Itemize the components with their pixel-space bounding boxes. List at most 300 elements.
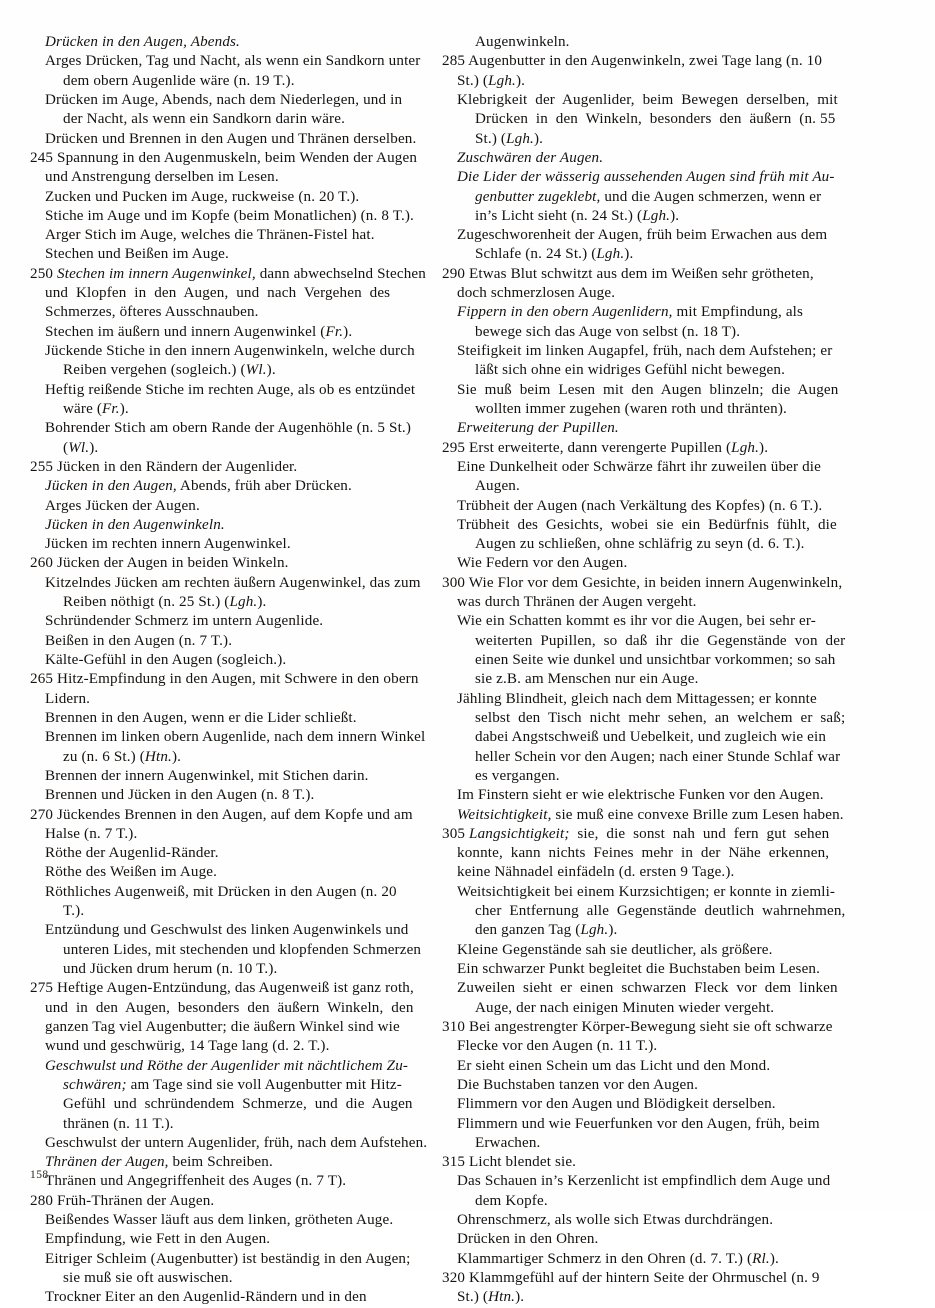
text-line bbox=[442, 516, 837, 535]
text-run: Röthliches Augenweiß, mit Drücken in den Augen (n. 20 bbox=[45, 883, 397, 900]
text-run: und Klopfen in den Augen, und nach Vergehen des bbox=[45, 285, 391, 302]
text-line bbox=[30, 245, 420, 264]
text-line bbox=[30, 33, 420, 52]
text-line bbox=[442, 632, 846, 651]
text-line bbox=[442, 786, 832, 805]
italic-text-run: Htn. bbox=[488, 1289, 516, 1306]
italic-text-run: Jücken in den Augenwinkeln. bbox=[45, 516, 225, 533]
italic-text-run: Fippern in den obern Augenlidern, bbox=[457, 304, 673, 321]
text-run: Das Schauen in’s Kerzenlicht ist empfindlich dem Auge und bbox=[457, 1173, 831, 1190]
text-line bbox=[442, 52, 832, 71]
text-run: keine Nähnadel einfädeln (d. ersten 9 Tage.). bbox=[457, 864, 735, 881]
text-run: Kleine Gegenstände sah sie deutlicher, als größere. bbox=[457, 941, 773, 958]
text-run: Empfindung, wie Fett in den Augen. bbox=[45, 1231, 271, 1248]
text-line bbox=[442, 1172, 832, 1191]
text-line bbox=[442, 497, 832, 516]
text-run: 300 Wie Flor vor dem Gesichte, in beiden innern Augenwinkeln, bbox=[442, 574, 843, 591]
text-run: ). bbox=[171, 748, 182, 765]
text-run: 310 Bei angestrengter Körper-Bewegung sieht sie oft schwarze bbox=[442, 1018, 833, 1035]
text-line bbox=[30, 188, 420, 207]
text-line bbox=[442, 419, 832, 438]
text-run: Steifigkeit im linken Augapfel, früh, nach dem Aufstehen; er bbox=[457, 343, 833, 359]
text-run: Geschwulst der untern Augenlider, früh, nach dem Aufstehen. bbox=[45, 1134, 428, 1151]
text-run: einen Seite wie dunkel und unsichtbar vorkommen; so sah bbox=[475, 652, 836, 668]
text-line bbox=[442, 1076, 832, 1095]
text-run: Wie ein Schatten kommt es ihr vor die Augen, bei sehr er- bbox=[457, 613, 816, 630]
italic-text-run: schwären; bbox=[63, 1076, 127, 1093]
text-line bbox=[30, 1095, 420, 1114]
text-run: Ein schwarzer Punkt begleitet die Buchstaben beim Lesen. bbox=[457, 961, 821, 977]
italic-text-run: Thränen der Augen, bbox=[45, 1154, 169, 1171]
text-run: Drücken und Brennen in den Augen und Thränen derselben. bbox=[45, 130, 417, 147]
text-run: Brennen der innern Augenwinkel, mit Stichen darin. bbox=[45, 767, 369, 784]
text-run: 305 bbox=[442, 825, 470, 842]
text-run: und in den Augen, besonders den äußern Winkeln, den bbox=[45, 999, 414, 1016]
text-run: Eitriger Schleim (Augenbutter) ist beständig in den Augen; bbox=[45, 1250, 411, 1267]
text-line bbox=[30, 999, 420, 1018]
text-line bbox=[442, 1192, 832, 1211]
text-line bbox=[30, 863, 420, 882]
text-run: dabei Angstschweiß und Uebelkeit, und zugleich wie ein bbox=[475, 729, 827, 746]
text-line bbox=[442, 709, 846, 728]
left-text-column bbox=[30, 33, 428, 1308]
text-run: ). bbox=[608, 922, 618, 939]
text-run: heller Schein vor den Augen; nach einer Stunde Schlaf war bbox=[475, 748, 841, 765]
text-line bbox=[30, 497, 420, 516]
text-run: ). bbox=[624, 246, 634, 263]
text-line bbox=[442, 902, 846, 921]
text-run: Im Finstern sieht er wie elektrische Funken vor den Augen. bbox=[457, 787, 824, 804]
text-run: Drücken im Auge, Abends, nach dem Niederlegen, und in bbox=[45, 91, 403, 108]
text-run: wäre ( bbox=[63, 400, 103, 417]
text-line bbox=[442, 400, 832, 419]
italic-text-run: Langsichtigkeit; bbox=[469, 825, 570, 842]
text-line bbox=[30, 921, 420, 940]
text-run: 255 Jücken in den Rändern der Augenlider. bbox=[30, 458, 298, 475]
text-run: 270 Jückendes Brennen in den Augen, auf dem Kopfe und am bbox=[30, 806, 413, 823]
text-line bbox=[442, 651, 836, 670]
text-line bbox=[30, 342, 420, 361]
italic-text-run: Die Lider der wässerig aussehenden Augen sind früh mit Au- bbox=[457, 169, 835, 186]
italic-text-run: Lgh. bbox=[488, 72, 516, 89]
text-run: Weitsichtigkeit bei einem Kurzsichtigen; er konnte in ziemli- bbox=[457, 883, 836, 900]
text-line bbox=[442, 690, 832, 709]
text-run: Klammartiger Schmerz in den Ohren (d. 7. T.) ( bbox=[457, 1250, 753, 1267]
text-run: ganzen Tag viel Augenbutter; die äußern Winkel sind wie bbox=[45, 1018, 400, 1035]
text-line bbox=[30, 419, 420, 438]
text-run: ). bbox=[119, 400, 129, 417]
text-line bbox=[442, 554, 832, 573]
text-run: läßt sich ohne ein widriges Gefühl nicht bewegen. bbox=[475, 362, 786, 379]
text-line bbox=[442, 844, 832, 863]
text-run: 250 bbox=[30, 265, 58, 282]
text-line bbox=[30, 265, 426, 284]
text-run: und Anstrengung derselben im Lesen. bbox=[45, 169, 279, 186]
page-number: 158 bbox=[30, 1169, 49, 1181]
text-run: Auge, der nach einigen Minuten wieder vergeht. bbox=[475, 999, 775, 1016]
text-line bbox=[442, 767, 832, 786]
text-line bbox=[30, 902, 420, 921]
text-run: Stechen und Beißen im Auge. bbox=[45, 246, 229, 263]
text-run: Arges Drücken, Tag und Nacht, als wenn ein Sandkorn unter bbox=[45, 53, 421, 70]
text-line bbox=[442, 748, 841, 767]
italic-text-run: Stechen im innern Augenwinkel, bbox=[57, 265, 256, 282]
text-line bbox=[30, 207, 420, 226]
text-line bbox=[442, 1153, 832, 1172]
text-line bbox=[442, 1037, 832, 1056]
text-line bbox=[442, 1134, 832, 1153]
text-line bbox=[30, 748, 420, 767]
text-run: Schmerzes, öfteres Ausschnauben. bbox=[45, 304, 259, 321]
text-line bbox=[30, 516, 420, 535]
italic-text-run: Wl. bbox=[245, 362, 267, 379]
text-run: ). bbox=[89, 439, 99, 456]
text-run: Schründender Schmerz im untern Augenlide. bbox=[45, 613, 324, 630]
text-line bbox=[442, 284, 832, 303]
text-line bbox=[30, 632, 420, 651]
italic-text-run: genbutter zugeklebt, bbox=[475, 188, 601, 205]
text-line bbox=[30, 1115, 420, 1134]
text-run: Entzündung und Geschwulst des linken Augenwinkels und bbox=[45, 922, 409, 939]
text-run: der Nacht, als wenn ein Sandkorn darin wäre. bbox=[63, 111, 346, 128]
text-run: bewege sich das Auge von selbst (n. 18 T). bbox=[475, 323, 741, 340]
text-line bbox=[442, 883, 836, 902]
text-run: ). bbox=[266, 362, 276, 379]
italic-text-run: Fr. bbox=[325, 323, 344, 340]
text-line bbox=[442, 245, 832, 264]
text-line bbox=[30, 226, 420, 245]
text-line bbox=[442, 91, 838, 110]
text-run: thränen (n. 11 T.). bbox=[63, 1115, 174, 1132]
text-run: am Tage sind sie voll Augenbutter mit Hitz- bbox=[126, 1076, 402, 1093]
text-run: Zucken und Pucken im Auge, ruckweise (n. 20 T.). bbox=[45, 188, 360, 205]
text-line bbox=[30, 110, 420, 129]
text-line bbox=[442, 1211, 832, 1230]
text-line bbox=[30, 1057, 420, 1076]
text-line bbox=[442, 381, 839, 400]
text-run: Trockner Eiter an den Augenlid-Rändern und in den bbox=[45, 1289, 367, 1306]
text-line bbox=[442, 149, 832, 168]
text-line bbox=[442, 226, 832, 245]
text-run: Die Buchstaben tanzen vor den Augen. bbox=[457, 1076, 698, 1093]
text-line bbox=[442, 323, 832, 342]
text-line bbox=[442, 72, 832, 91]
text-run: 315 Licht blendet sie. bbox=[442, 1154, 577, 1171]
text-run: Röthe der Augenlid-Ränder. bbox=[45, 845, 219, 862]
text-run: dem obern Augenlide wäre (n. 19 T.). bbox=[63, 72, 295, 89]
text-run: Brennen und Jücken in den Augen (n. 8 T.). bbox=[45, 787, 315, 804]
text-run: Flecke vor den Augen (n. 11 T.). bbox=[457, 1038, 658, 1055]
text-run: Heftig reißende Stiche im rechten Auge, als ob es entzündet bbox=[45, 381, 416, 398]
text-line bbox=[30, 1192, 420, 1211]
text-run: Zugeschworenheit der Augen, früh beim Erwachen aus dem bbox=[457, 227, 828, 244]
text-line bbox=[442, 458, 832, 477]
text-run: wollten immer zugehen (waren roth und thränten). bbox=[475, 400, 787, 417]
text-run: Erwachen. bbox=[475, 1134, 541, 1151]
text-run: Flimmern vor den Augen und Blödigkeit derselben. bbox=[457, 1096, 776, 1113]
text-run: Bohrender Stich am obern Rande der Augenhöhle (n. 5 St.) bbox=[45, 420, 412, 437]
text-line bbox=[442, 941, 832, 960]
text-run: 260 Jücken der Augen in beiden Winkeln. bbox=[30, 555, 289, 572]
text-run: beim Schreiben. bbox=[168, 1154, 273, 1171]
text-run: selbst den Tisch nicht mehr sehen, an welchem er saß; bbox=[475, 709, 846, 726]
text-run: Beißendes Wasser läuft aus dem linken, grötheten Auge. bbox=[45, 1212, 394, 1229]
text-line bbox=[442, 593, 832, 612]
text-run: Beißen in den Augen (n. 7 T.). bbox=[45, 632, 233, 649]
italic-text-run: Geschwulst und Röthe der Augenlider mit nächtlichem Zu- bbox=[45, 1057, 409, 1074]
text-line bbox=[442, 979, 838, 998]
italic-text-run: Weitsichtigkeit, bbox=[457, 806, 552, 823]
text-line bbox=[30, 400, 420, 419]
text-run: T.). bbox=[63, 903, 85, 920]
text-run: mit Empfindung, als bbox=[672, 304, 804, 321]
text-run: Sie muß beim Lesen mit den Augen blinzeln; die Augen bbox=[457, 381, 839, 398]
text-run: sie muß sie oft auswischen. bbox=[63, 1270, 233, 1286]
text-run: Arger Stich im Auge, welches die Thränen-Fistel hat. bbox=[45, 227, 375, 244]
text-line bbox=[442, 130, 832, 149]
text-run: doch schmerzlosen Auge. bbox=[457, 285, 616, 302]
text-line bbox=[30, 960, 420, 979]
text-run: sie muß eine convexe Brille zum Lesen haben. bbox=[551, 806, 844, 823]
text-run: Augenwinkeln. bbox=[475, 34, 570, 50]
text-line bbox=[30, 1250, 420, 1269]
text-run: 290 Etwas Blut schwitzt aus dem im Weißen sehr grötheten, bbox=[442, 265, 814, 282]
text-run: Trübheit des Gesichts, wobei sie ein Bedürfnis fühlt, die bbox=[457, 516, 837, 533]
text-line bbox=[30, 72, 420, 91]
text-line bbox=[442, 921, 832, 940]
text-run: Drücken in den Winkeln, besonders den äußern (n. 55 bbox=[475, 111, 836, 128]
text-line bbox=[442, 477, 832, 496]
text-run: Augen zu schließen, ohne schläfrig zu seyn (d. 6. T.). bbox=[475, 536, 805, 553]
text-line bbox=[442, 439, 832, 458]
text-line bbox=[30, 1211, 420, 1230]
text-line bbox=[30, 130, 420, 149]
text-line bbox=[30, 825, 420, 844]
text-run: Röthe des Weißen im Auge. bbox=[45, 864, 218, 881]
text-line bbox=[30, 709, 420, 728]
text-line bbox=[442, 670, 832, 689]
text-run: ). bbox=[257, 594, 267, 611]
text-run: Gefühl und schründendem Schmerze, und die Augen bbox=[63, 1096, 413, 1113]
text-run: St.) ( bbox=[457, 72, 489, 89]
text-run: Stechen im äußern und innern Augenwinkel ( bbox=[45, 323, 326, 340]
text-run: Halse (n. 7 T.). bbox=[45, 825, 138, 842]
text-run: den ganzen Tag ( bbox=[475, 922, 581, 939]
text-run: Er sieht einen Schein um das Licht und den Mond. bbox=[457, 1057, 771, 1074]
text-line bbox=[442, 1057, 832, 1076]
text-run: Arges Jücken der Augen. bbox=[45, 497, 200, 514]
text-run: Zuweilen sieht er einen schwarzen Fleck vor dem linken bbox=[457, 980, 838, 997]
text-run: sie z.B. am Menschen nur ein Auge. bbox=[475, 671, 699, 688]
text-run: Thränen und Angegriffenheit des Auges (n. 7 T). bbox=[45, 1173, 347, 1190]
text-run: Jücken im rechten innern Augenwinkel. bbox=[45, 536, 291, 553]
text-line bbox=[30, 1076, 420, 1095]
text-line bbox=[30, 786, 420, 805]
text-run: Drücken in den Ohren. bbox=[457, 1231, 599, 1248]
text-line bbox=[442, 960, 832, 979]
text-line bbox=[442, 612, 832, 631]
text-run: Brennen in den Augen, wenn er die Lider schließt. bbox=[45, 709, 357, 726]
text-line bbox=[30, 883, 420, 902]
text-line bbox=[442, 188, 832, 207]
right-text-column bbox=[442, 33, 846, 1308]
text-line bbox=[30, 91, 420, 110]
text-line bbox=[30, 303, 420, 322]
italic-text-run: Zuschwären der Augen. bbox=[457, 149, 604, 166]
text-run: Augen. bbox=[475, 478, 520, 495]
text-line bbox=[30, 670, 420, 689]
text-run: Kitzelndes Jücken am rechten äußern Augenwinkel, das zum bbox=[45, 574, 421, 591]
italic-text-run: Wl. bbox=[68, 439, 90, 456]
text-run: 280 Früh-Thränen der Augen. bbox=[30, 1192, 215, 1209]
text-line bbox=[442, 110, 836, 129]
text-line bbox=[30, 439, 420, 458]
text-run: Reiben vergehen (sogleich.) ( bbox=[63, 362, 246, 379]
italic-text-run: Drücken in den Augen, Abends. bbox=[45, 34, 240, 50]
text-run: es vergangen. bbox=[475, 767, 560, 784]
text-line bbox=[442, 574, 843, 593]
text-run: cher Entfernung alle Gegenstände deutlich wahrnehmen, bbox=[475, 903, 846, 920]
text-run: Brennen im linken obern Augenlide, nach dem innern Winkel bbox=[45, 729, 426, 746]
text-line bbox=[30, 1269, 420, 1288]
text-run: Jückende Stiche in den innern Augenwinkeln, welche durch bbox=[45, 343, 415, 359]
text-line bbox=[30, 806, 420, 825]
italic-text-run: Fr. bbox=[102, 400, 120, 417]
text-line bbox=[30, 651, 420, 670]
text-line bbox=[30, 1153, 420, 1172]
text-run: St.) ( bbox=[457, 1289, 489, 1306]
text-run: Ohrenschmerz, als wolle sich Etwas durchdrängen. bbox=[457, 1212, 774, 1229]
text-line bbox=[30, 1230, 420, 1249]
text-run: ). bbox=[515, 72, 526, 89]
text-run: Klebrigkeit der Augenlider, beim Bewegen derselben, mit bbox=[457, 91, 838, 108]
text-run: Reiben nöthigt (n. 25 St.) ( bbox=[63, 594, 230, 611]
text-run: St.) ( bbox=[475, 130, 507, 147]
text-run: ). bbox=[515, 1289, 525, 1306]
text-run: Wie Federn vor den Augen. bbox=[457, 555, 628, 572]
text-line bbox=[30, 690, 420, 709]
text-run: Lidern. bbox=[45, 690, 91, 707]
italic-text-run: Lgh. bbox=[229, 594, 258, 611]
text-line bbox=[30, 593, 420, 612]
text-line bbox=[30, 323, 420, 342]
text-line bbox=[30, 381, 420, 400]
text-run: Stiche im Auge und im Kopfe (beim Monatlichen) (n. 8 T.). bbox=[45, 207, 414, 224]
text-line bbox=[30, 361, 420, 380]
text-run: unteren Lides, mit stechenden und klopfenden Schmerzen bbox=[63, 941, 422, 958]
text-run: in’s Licht sieht (n. 24 St.) ( bbox=[475, 207, 643, 224]
text-run: 275 Heftige Augen-Entzündung, das Augenweiß ist ganz roth, bbox=[30, 980, 414, 997]
text-run: ). bbox=[759, 439, 769, 456]
text-line bbox=[30, 728, 426, 747]
text-line bbox=[442, 361, 832, 380]
text-line bbox=[442, 1288, 832, 1307]
text-run: was durch Thränen der Augen vergeht. bbox=[457, 594, 697, 611]
italic-text-run: Lgh. bbox=[596, 246, 625, 263]
text-line bbox=[30, 1172, 420, 1191]
text-line bbox=[442, 535, 832, 554]
two-column-text-body bbox=[0, 33, 935, 1308]
text-line bbox=[442, 1018, 832, 1037]
text-line bbox=[442, 999, 832, 1018]
text-run: Jähling Blindheit, gleich nach dem Mittagessen; er konnte bbox=[457, 690, 817, 707]
text-run: dann abwechselnd Stechen bbox=[255, 265, 426, 282]
text-line bbox=[442, 1250, 832, 1269]
text-line bbox=[442, 825, 832, 844]
text-run: 245 Spannung in den Augenmuskeln, beim Wenden der Augen bbox=[30, 149, 418, 166]
text-line bbox=[442, 303, 832, 322]
text-run: 320 Klammgefühl auf der hintern Seite der Ohrmuschel (n. 9 bbox=[442, 1270, 820, 1286]
text-line bbox=[442, 806, 844, 825]
text-run: Schlafe (n. 24 St.) ( bbox=[475, 246, 597, 263]
text-run: ( bbox=[63, 439, 69, 456]
text-line bbox=[442, 265, 832, 284]
text-line bbox=[442, 207, 832, 226]
text-run: konnte, kann nichts Feines mehr in der Nähe erkennen, bbox=[457, 845, 830, 862]
text-line bbox=[30, 477, 420, 496]
text-line bbox=[442, 1230, 832, 1249]
text-run: ). bbox=[343, 323, 353, 340]
text-run: sie, die sonst nah und fern gut sehen bbox=[569, 825, 830, 842]
text-run: zu (n. 6 St.) ( bbox=[63, 748, 145, 765]
text-run: Abends, früh aber Drücken. bbox=[176, 478, 352, 495]
text-run: 265 Hitz-Empfindung in den Augen, mit Schwere in den obern bbox=[30, 671, 419, 688]
text-line bbox=[30, 979, 420, 998]
text-line bbox=[442, 1269, 832, 1288]
text-line bbox=[30, 1134, 428, 1153]
text-line bbox=[30, 458, 420, 477]
text-line bbox=[30, 168, 420, 187]
text-line bbox=[30, 535, 420, 554]
text-line bbox=[30, 612, 420, 631]
text-line bbox=[30, 941, 420, 960]
italic-text-run: Rl. bbox=[752, 1250, 770, 1267]
text-line bbox=[442, 1115, 832, 1134]
text-run: Kälte-Gefühl in den Augen (sogleich.). bbox=[45, 652, 287, 668]
text-line bbox=[442, 33, 832, 52]
italic-text-run: Htn. bbox=[144, 748, 172, 765]
italic-text-run: Erweiterung der Pupillen. bbox=[457, 420, 619, 437]
text-run: dem Kopfe. bbox=[475, 1192, 548, 1209]
text-run: ). bbox=[533, 130, 544, 147]
text-line bbox=[30, 767, 420, 786]
italic-text-run: Lgh. bbox=[642, 207, 671, 224]
text-line bbox=[442, 168, 835, 187]
text-line bbox=[30, 1288, 420, 1307]
text-run: weiterten Pupillen, so daß ihr die Gegenstände von der bbox=[475, 632, 846, 649]
italic-text-run: Lgh. bbox=[506, 130, 534, 147]
text-run: Eine Dunkelheit oder Schwärze fährt ihr zuweilen über die bbox=[457, 458, 822, 475]
text-line bbox=[30, 52, 420, 71]
text-run: ). bbox=[769, 1250, 779, 1267]
text-run: wund und geschwürig, 14 Tage lang (d. 2. T.). bbox=[45, 1038, 330, 1055]
italic-text-run: Lgh. bbox=[731, 439, 760, 456]
text-run: ). bbox=[670, 207, 680, 224]
italic-text-run: Lgh. bbox=[580, 922, 609, 939]
text-line bbox=[442, 1095, 832, 1114]
text-run: und die Augen schmerzen, wenn er bbox=[600, 188, 822, 205]
text-line bbox=[442, 342, 832, 361]
text-line bbox=[30, 149, 420, 168]
text-run: Trübheit der Augen (nach Verkältung des Kopfes) (n. 6 T.). bbox=[457, 497, 823, 514]
text-line bbox=[30, 844, 420, 863]
text-line bbox=[30, 1018, 420, 1037]
text-run: und Jücken drum herum (n. 10 T.). bbox=[63, 961, 278, 977]
text-line bbox=[30, 284, 420, 303]
text-run: Flimmern und wie Feuerfunken vor den Augen, früh, beim bbox=[457, 1115, 820, 1132]
text-line bbox=[30, 1037, 420, 1056]
text-line bbox=[30, 574, 420, 593]
